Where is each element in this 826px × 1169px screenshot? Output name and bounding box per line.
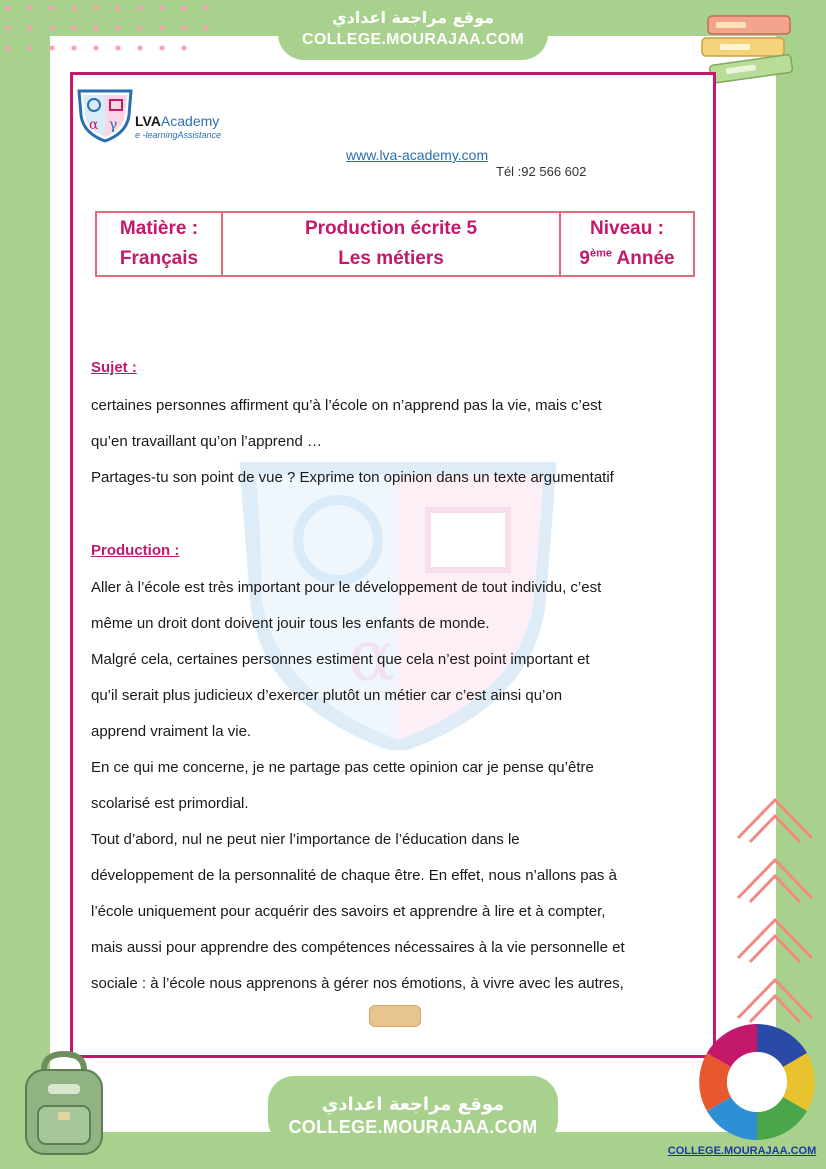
banner-top-arabic: موقع مراجعة اعدادي: [331, 8, 495, 27]
production-line: l’école uniquement pour acquérir des savoirs et apprendre à lire et à compter,: [91, 903, 606, 920]
level-sup: ème: [589, 247, 612, 260]
svg-text:α: α: [348, 615, 396, 697]
site-banner-bottom: [268, 1076, 558, 1146]
level-label: Niveau :: [590, 218, 664, 239]
title-line-2: Les métiers: [338, 248, 444, 269]
banner-bottom-arabic: موقع مراجعة اعدادي: [321, 1094, 505, 1115]
production-text: [91, 570, 713, 1002]
level-rest: Année: [611, 248, 675, 269]
website-link[interactable]: www.lva-academy.com: [346, 147, 489, 163]
decorative-dots: [0, 0, 230, 60]
sujet-line: qu’en travaillant qu’on l’apprend …: [91, 433, 322, 450]
svg-text:γ: γ: [109, 117, 118, 133]
sujet-line: Partages-tu son point de vue ? Exprime ton opinion dans un texte argumentatif: [91, 469, 614, 486]
banner-top-site[interactable]: COLLEGE.MOURAJAA.COM: [302, 31, 524, 48]
school-wheel-icon: [694, 1022, 820, 1142]
production-heading: Production :: [91, 542, 180, 559]
site-banner-top: [278, 0, 548, 60]
production-line: Aller à l’école est très important pour le développement de tout individu, c’est: [91, 579, 602, 596]
phone-number: Tél :92 566 602: [496, 164, 587, 179]
level-value: [579, 244, 674, 274]
wheel-caption[interactable]: COLLEGE.MOURAJAA.COM: [667, 1145, 817, 1157]
page-number-tab: [369, 1005, 421, 1027]
chevron-up-icon: [730, 790, 820, 1040]
production-line: scolarisé est primordial.: [91, 795, 249, 812]
brand-name: [135, 113, 221, 129]
level-cell: [559, 213, 693, 275]
production-line: qu’il serait plus judicieux d’exercer plutôt un métier car c’est ainsi qu’on: [91, 687, 563, 704]
backpack-icon: [14, 1050, 114, 1158]
sujet-line: certaines personnes affirment qu’à l’école on n’apprend pas la vie, mais c’est: [91, 397, 602, 414]
title-cell: [221, 213, 559, 275]
document-frame: [70, 72, 716, 1058]
production-line: En ce qui me concerne, je ne partage pas cette opinion car je pense qu’être: [91, 759, 594, 776]
production-line: sociale : à l’école nous apprenons à gérer nos émotions, à vivre avec les autres,: [91, 975, 624, 992]
production-line: développement de la personnalité de chaque être. En effet, nous n’allons pas à: [91, 867, 617, 884]
info-table: [95, 211, 695, 277]
title-line-1: Production écrite 5: [304, 218, 478, 239]
brand-tagline: e -learningAssistance: [135, 130, 222, 140]
sujet-heading: Sujet :: [91, 359, 137, 376]
banner-bottom-site[interactable]: COLLEGE.MOURAJAA.COM: [288, 1117, 538, 1137]
subject-value: Français: [119, 248, 199, 269]
subject-label: Matière :: [119, 218, 199, 239]
brand-name-bold: LVA: [135, 113, 161, 129]
production-line: Tout d’abord, nul ne peut nier l’importance de l’éducation dans le: [91, 831, 520, 848]
brand-block: [135, 113, 221, 140]
production-line: Malgré cela, certaines personnes estiment que cela n’est point important et: [91, 651, 590, 668]
sujet-text: [91, 388, 713, 496]
svg-text:α: α: [89, 117, 99, 133]
level-number: 9: [579, 248, 590, 269]
lva-shield-logo: [77, 89, 133, 143]
production-line: apprend vraiment la vie.: [91, 723, 252, 740]
production-line: mais aussi pour apprendre des compétences nécessaires à la vie personnelle et: [91, 939, 625, 956]
subject-cell: [97, 213, 221, 275]
production-line: même un droit dont doivent jouir tous les enfants de monde.: [91, 615, 490, 632]
brand-name-rest: Academy: [160, 113, 220, 129]
